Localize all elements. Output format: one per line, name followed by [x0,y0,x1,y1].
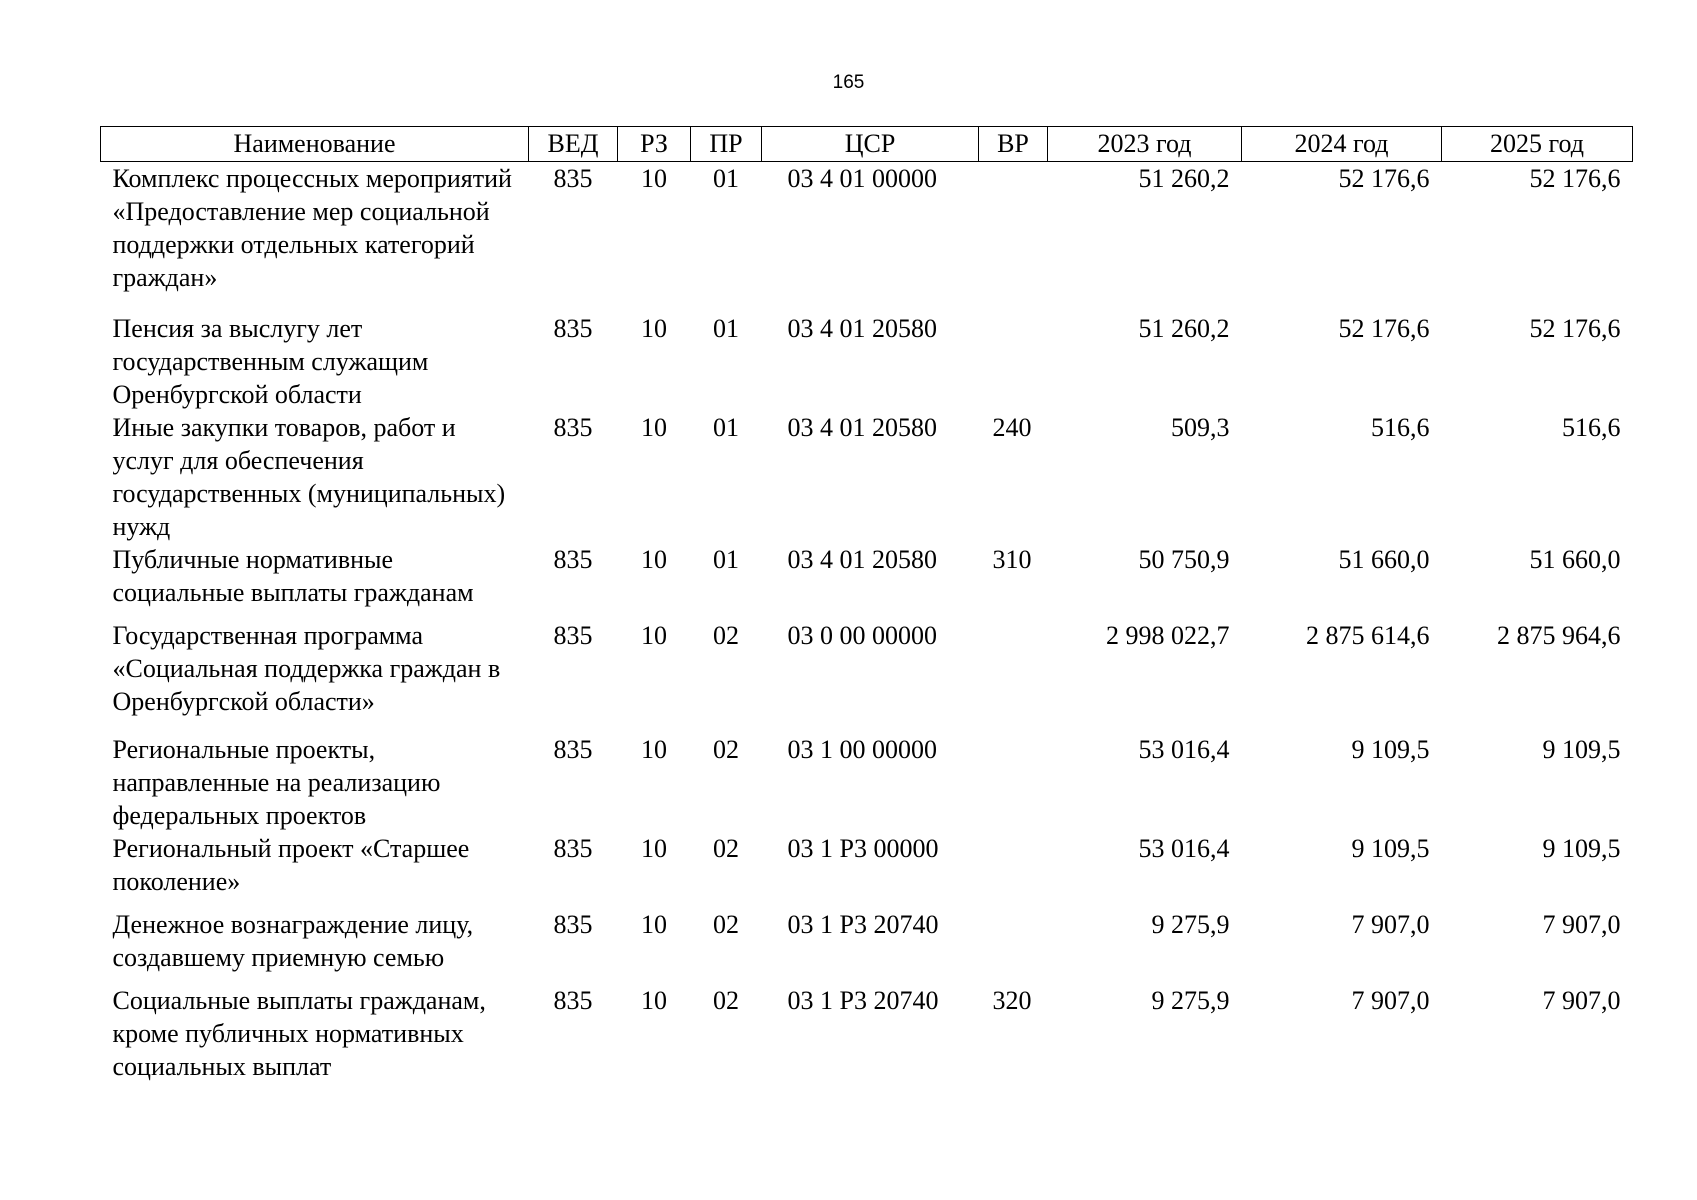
row-ved: 835 [553,833,593,863]
row-name: Пенсия за выслугу лет государственным служащим Оренбургской области [112,313,429,409]
row-vr [979,908,1048,984]
header-name: Наименование [101,127,529,162]
table-row [101,619,1633,733]
header-2025: 2025 год [1442,127,1633,162]
row-rz: 10 [641,833,667,863]
row-pr: 01 [713,544,739,574]
table-header-row [101,127,1633,162]
row-name: Иные закупки товаров, работ и услуг для обеспечения государственных (муниципальных) нужд [112,412,506,541]
budget-table [100,126,1633,1088]
header-vr: ВР [979,127,1048,162]
row-2023: 9 275,9 [1151,909,1230,939]
table-row [101,984,1633,1088]
row-name: Государственная программа «Социальная поддержка граждан в Оренбургской области» [112,620,501,716]
row-csr: 03 4 01 20580 [787,412,937,442]
row-ved: 835 [553,544,593,574]
row-rz: 10 [641,313,667,343]
row-csr: 03 0 00 00000 [787,620,937,650]
row-rz: 10 [641,909,667,939]
row-pr: 02 [713,985,739,1015]
row-2024: 7 907,0 [1351,909,1430,939]
row-ved: 835 [553,734,593,764]
row-rz: 10 [641,985,667,1015]
row-rz: 10 [641,734,667,764]
row-vr [979,162,1048,312]
row-2023: 51 260,2 [1138,164,1230,193]
row-2023: 9 275,9 [1151,985,1230,1015]
row-name: Региональный проект «Старшее поколение» [112,833,470,896]
table-row [101,411,1633,543]
row-name: Региональные проекты, направленные на реализацию федеральных проектов [112,734,441,830]
row-2025: 7 907,0 [1542,909,1621,939]
row-vr [979,312,1048,411]
table-row [101,733,1633,832]
row-2025: 9 109,5 [1542,734,1621,764]
row-csr: 03 1 P3 20740 [787,985,939,1015]
row-2025: 52 176,6 [1529,313,1621,343]
row-rz: 10 [641,412,667,442]
row-vr [979,733,1048,832]
row-ved: 835 [553,985,593,1015]
row-ved: 835 [553,313,593,343]
row-pr: 02 [713,620,739,650]
row-2023: 53 016,4 [1138,734,1230,764]
row-2023: 509,3 [1171,412,1230,442]
row-2024: 9 109,5 [1351,734,1430,764]
table-row [101,832,1633,908]
row-pr: 02 [713,909,739,939]
header-2024: 2024 год [1242,127,1442,162]
row-2024: 9 109,5 [1351,833,1430,863]
row-csr: 03 4 01 00000 [787,164,937,193]
row-csr: 03 4 01 20580 [787,544,937,574]
row-vr: 240 [992,412,1032,442]
row-rz: 10 [641,164,667,193]
row-name: Комплекс процессных мероприятий «Предоставление мер социальной поддержки отдельных категорий граждан» [112,164,512,292]
row-pr: 02 [713,734,739,764]
row-2025: 7 907,0 [1542,985,1621,1015]
row-rz: 10 [641,544,667,574]
row-2023: 53 016,4 [1138,833,1230,863]
row-2024: 52 176,6 [1338,313,1430,343]
row-ved: 835 [553,620,593,650]
header-2023: 2023 год [1048,127,1242,162]
row-pr: 01 [713,164,739,193]
row-csr: 03 1 P3 00000 [787,833,939,863]
row-2025: 9 109,5 [1542,833,1621,863]
row-2023: 51 260,2 [1138,313,1230,343]
header-pr: ПР [691,127,762,162]
table-row [101,908,1633,984]
row-name: Публичные нормативные социальные выплаты гражданам [112,544,474,607]
table-row [101,162,1633,312]
row-name: Социальные выплаты гражданам, кроме публичных нормативных социальных выплат [112,985,486,1081]
header-csr: ЦСР [762,127,979,162]
row-name: Денежное вознаграждение лицу, создавшему приемную семью [112,909,474,972]
row-2025: 51 660,0 [1529,544,1621,574]
row-ved: 835 [553,412,593,442]
header-rz: РЗ [618,127,691,162]
row-vr: 320 [992,985,1032,1015]
row-csr: 03 1 00 00000 [787,734,937,764]
row-2024: 2 875 614,6 [1306,620,1430,650]
row-vr [979,619,1048,733]
row-2024: 51 660,0 [1338,544,1430,574]
row-ved: 835 [553,909,593,939]
row-2024: 516,6 [1371,412,1430,442]
row-csr: 03 4 01 20580 [787,313,937,343]
row-2025: 516,6 [1562,412,1621,442]
row-2025: 52 176,6 [1529,164,1621,193]
row-ved: 835 [553,164,593,193]
row-pr: 01 [713,412,739,442]
row-2023: 50 750,9 [1138,544,1230,574]
table-row [101,543,1633,619]
row-csr: 03 1 P3 20740 [787,909,939,939]
header-ved: ВЕД [529,127,618,162]
row-pr: 01 [713,313,739,343]
row-vr: 310 [992,544,1032,574]
row-vr [979,832,1048,908]
row-pr: 02 [713,833,739,863]
row-2024: 7 907,0 [1351,985,1430,1015]
row-rz: 10 [641,620,667,650]
row-2025: 2 875 964,6 [1497,620,1621,650]
row-2024: 52 176,6 [1338,164,1430,193]
page-number: 165 [832,72,865,93]
table-row [101,312,1633,411]
row-2023: 2 998 022,7 [1106,620,1230,650]
